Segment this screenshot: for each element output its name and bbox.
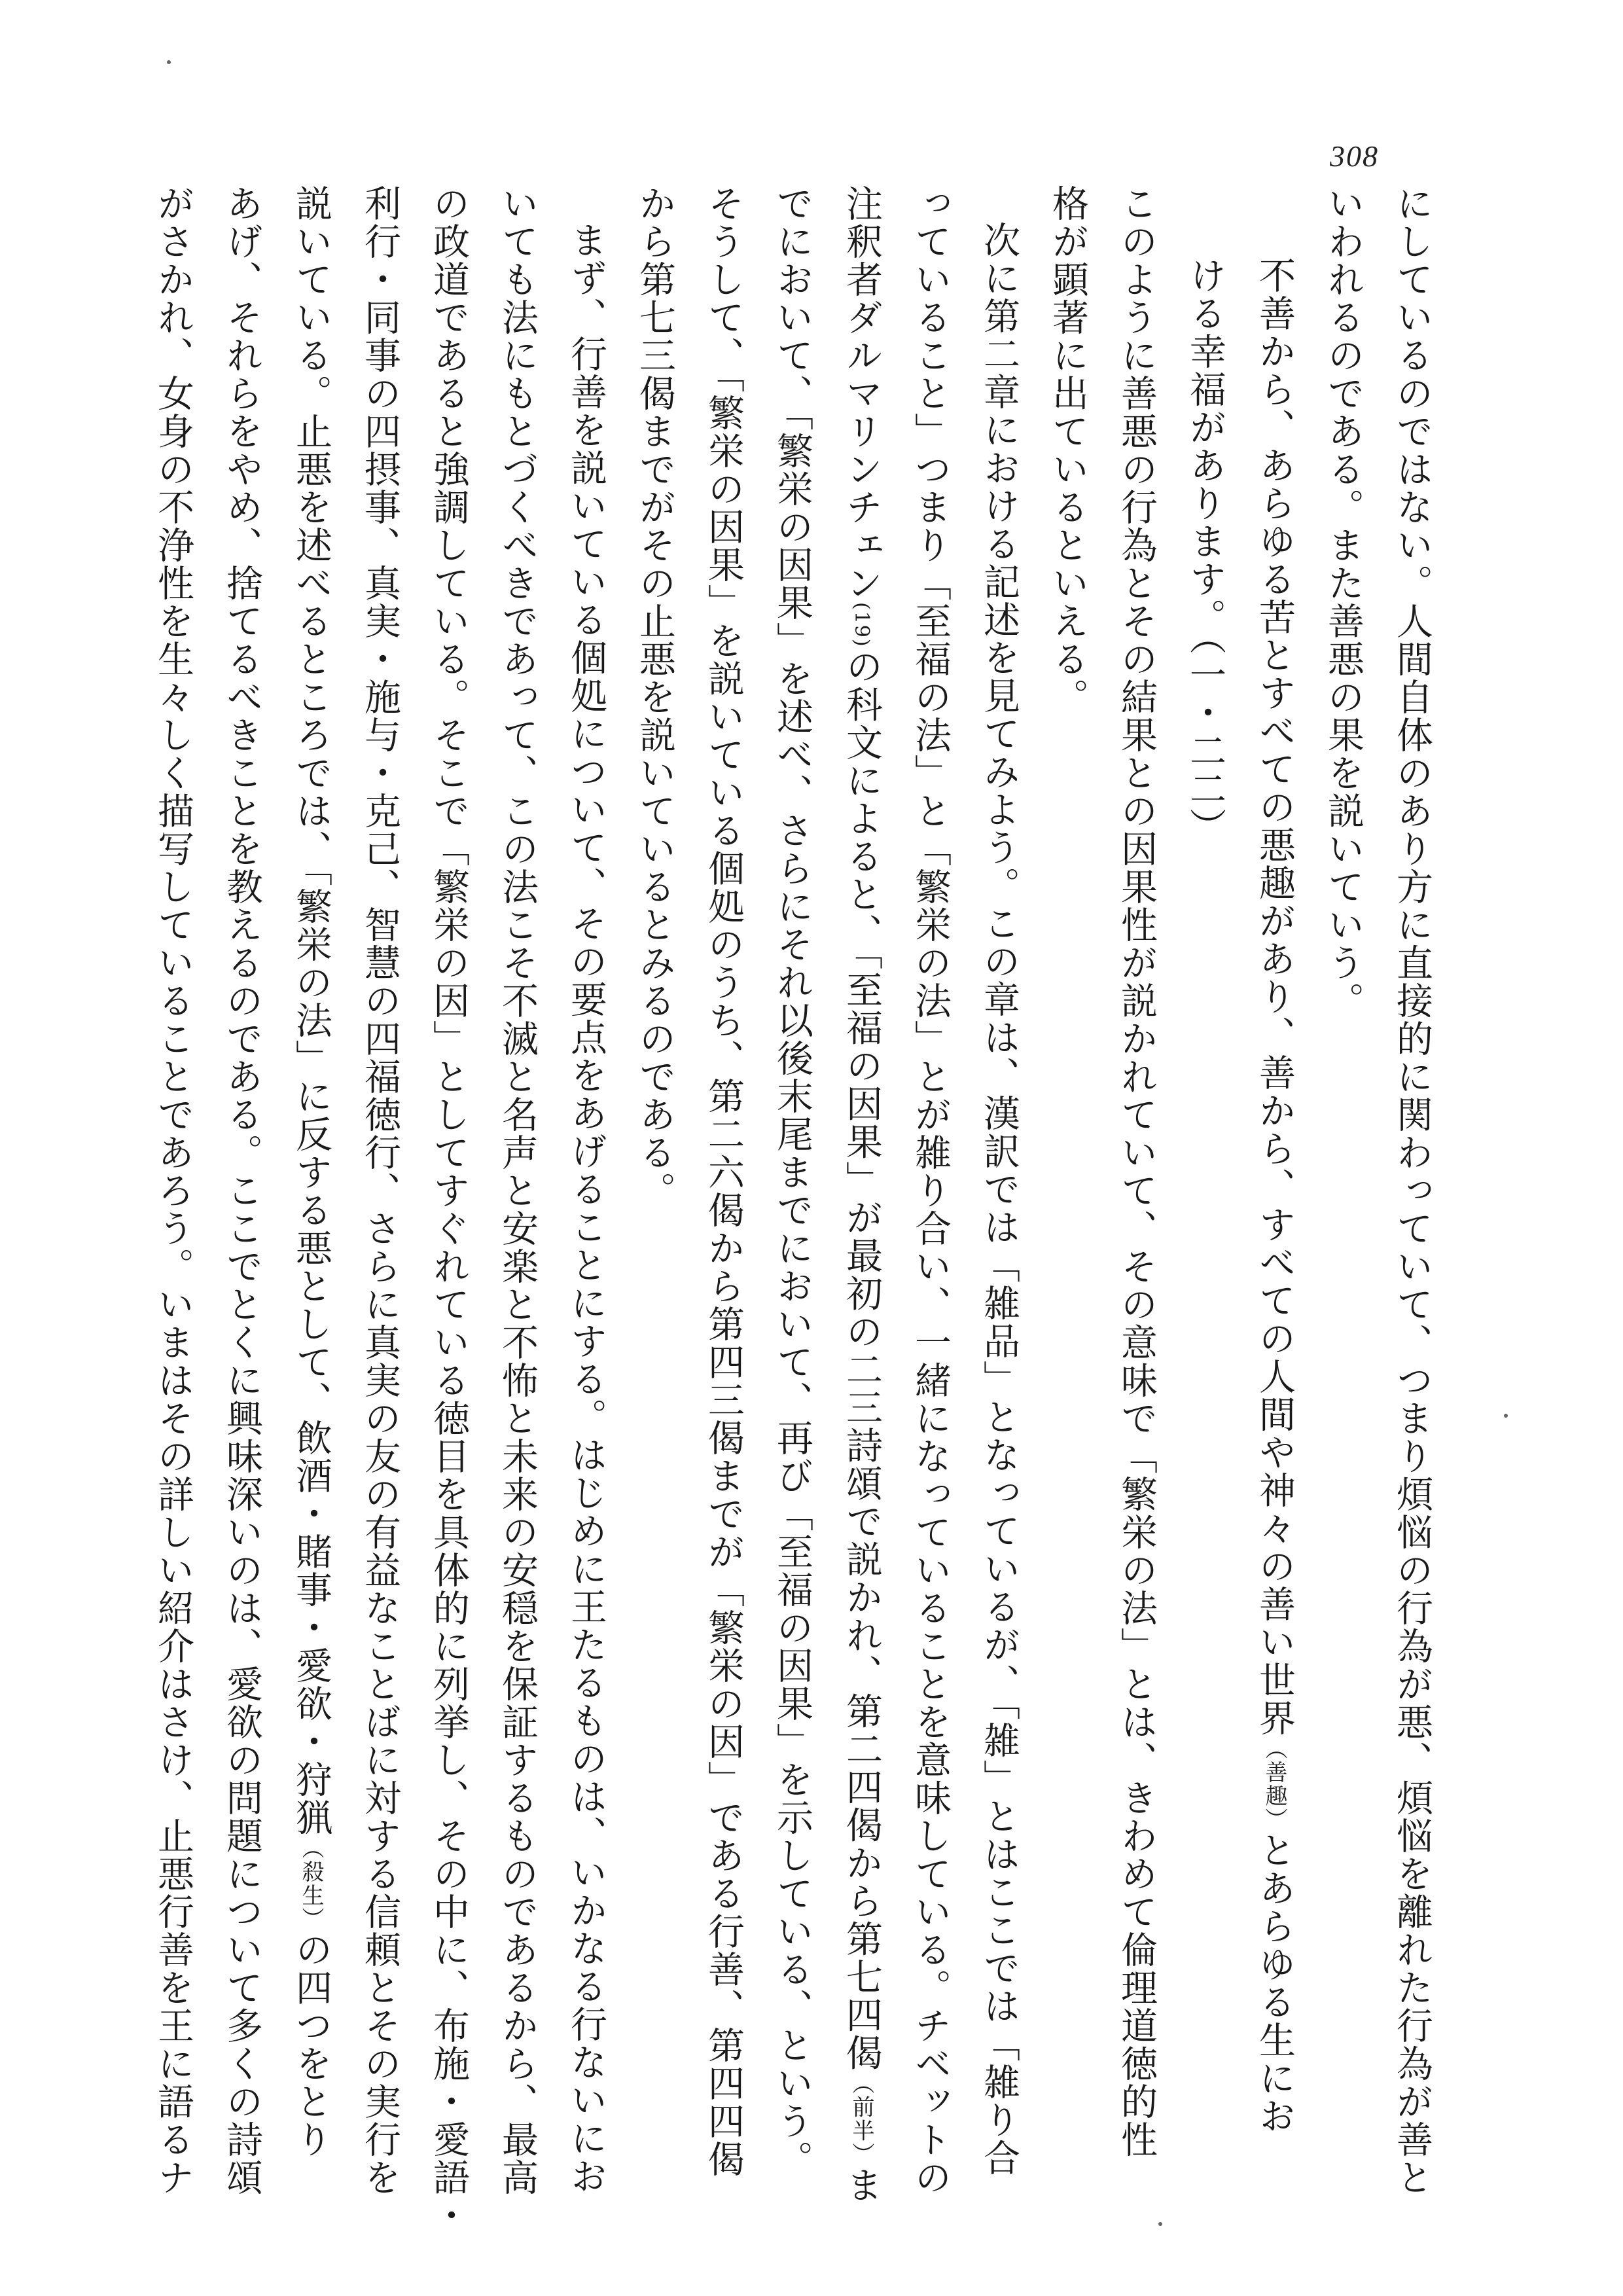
text-line: 次に第二章における記述を見てみよう。この章は、漢訳では「雑品」となっているが、「雑」とはここでは「雑り合	[978, 221, 1020, 2177]
text-fragment: ま	[840, 2166, 883, 2204]
text-line: そうして、「繁栄の因果」を説いている個処のうち、第二六偈から第四三偈までが「繁栄の因」である行善、第四四偈	[702, 185, 745, 2178]
annotation: （前半）	[848, 2072, 874, 2166]
text-line: から第七三偈までがその止悪を説いているとみるのである。	[633, 185, 676, 1210]
text-line: いわれるのである。また善悪の果を説いていう。	[1322, 185, 1364, 1020]
annotation: （善趣）	[1261, 1737, 1287, 1831]
quote-text: とあらゆる生にお	[1253, 1831, 1296, 2135]
page-number: 308	[1330, 139, 1379, 173]
text-fragment: 説いている。止悪を述べるところでは、「繁栄の法」に反する悪として、飲酒・賭事・愛欲・狩猟	[290, 185, 332, 1837]
text-line: でにおいて、「繁栄の因果」を述べ、さらにそれ以後末尾までにおいて、再び「至福の因果」を示している、という。	[771, 185, 813, 2178]
quote-text: 不善から、あらゆる苦とすべての悪趣があり、善から、すべての人間や神々の善い世界	[1253, 257, 1296, 1737]
scan-speck	[167, 60, 171, 64]
text-line: 利行・同事の四摂事、真実・施与・克己、智慧の四福徳行、さらに真実の友の有益なことばに対する信頼とその実行を	[359, 185, 401, 2197]
text-fragment: の四つをとり	[290, 1931, 332, 2159]
text-line: 格が顕著に出ているといえる。	[1046, 185, 1089, 716]
quote-line: ける幸福があります。（一・二二）	[1184, 257, 1226, 846]
text-line	[827, 185, 896, 2204]
text-line: あげ、それらをやめ、捨てるべきことを教えるのである。ここでとくに興味深いのは、愛欲の問題について多くの詩頌	[221, 185, 263, 2197]
footnote-reference: (19)	[850, 602, 873, 648]
body-text	[139, 185, 1446, 2234]
scan-speck	[1158, 2222, 1162, 2226]
text-line: にしているのではない。人間自体のあり方に直接的に関わっていて、つまり煩悩の行為が悪、煩悩を離れた行為が善と	[1391, 185, 1433, 2197]
text-fragment: の科文によると、「至福の因果」が最初の二三詩頌で説かれ、第二四偈から第七四偈	[840, 647, 883, 2072]
text-line: このように善悪の行為とその結果との因果性が説かれていて、その意味で「繁栄の法」とは、きわめて倫理道徳的性	[1115, 185, 1158, 2159]
text-line: の政道であると強調している。そこで「繁栄の因」としてすぐれている徳目を具体的に列挙し、その中に、布施・愛語・	[427, 185, 470, 2234]
text-line: いても法にもとづくべきであって、この法こそ不滅と名声と安楽と不怖と未来の安穏を保証するものであるから、最高	[496, 185, 539, 2197]
text-line	[276, 185, 346, 2159]
quote-line	[1240, 185, 1309, 2135]
text-line: がさかれ、女身の不浄性を生々しく描写していることであろう。いまはその詳しい紹介はさけ、止悪行善を王に語るナ	[152, 185, 194, 2197]
text-fragment: 注釈者ダルマリンチェン	[840, 185, 883, 602]
annotation: （殺生）	[298, 1837, 324, 1931]
scan-speck	[1504, 1414, 1508, 1418]
text-line: まず、行善を説いている個処について、その要点をあげることにする。はじめに王たるものは、いかなる行ないにお	[565, 221, 607, 2195]
text-line: っていること」つまり「至福の法」と「繁栄の法」とが雑り合い、一緒になっていることを意味している。チベットの	[909, 185, 952, 2197]
